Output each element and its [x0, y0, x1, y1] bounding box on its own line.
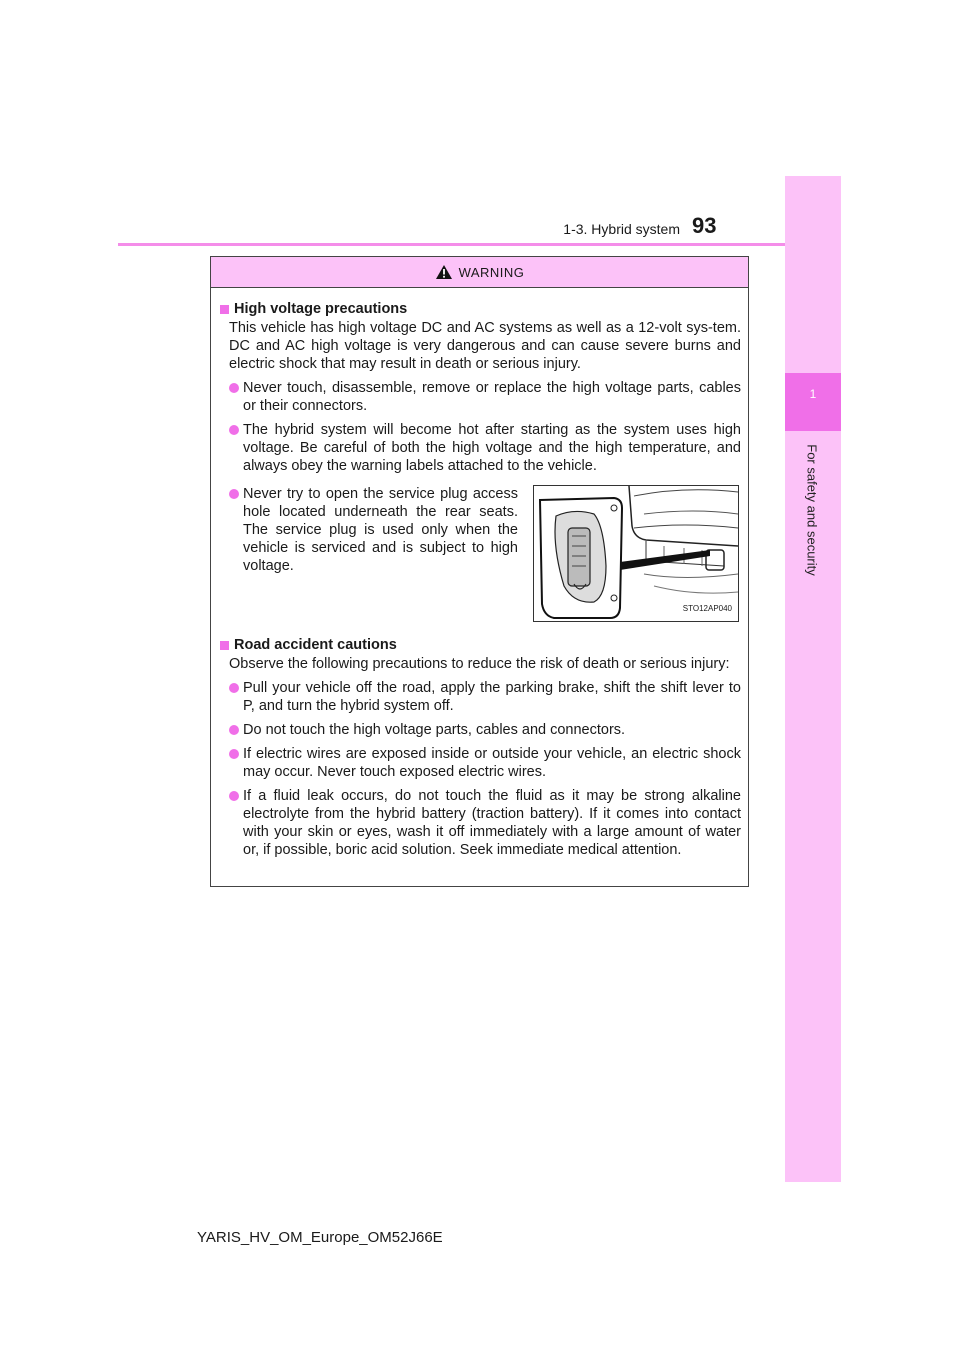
- list-item: [229, 421, 741, 475]
- header-rule: [118, 243, 785, 246]
- side-tab-active-chapter: [785, 373, 841, 431]
- side-tab-number: 1: [809, 387, 817, 401]
- list-item: [229, 679, 741, 715]
- section-title: [220, 636, 741, 654]
- circle-bullet-icon: [229, 383, 239, 393]
- circle-bullet-icon: [229, 683, 239, 693]
- warning-header: [211, 257, 748, 288]
- list-item-text: If electric wires are exposed inside or outside your vehicle, an electric shock may occur. Never touch exposed electric wires.: [243, 746, 741, 780]
- circle-bullet-icon: [229, 725, 239, 735]
- square-icon: [220, 641, 229, 650]
- list-item-text: Do not touch the high voltage parts, cables and connectors.: [243, 722, 626, 738]
- side-tab-label: For safety and security: [804, 444, 820, 576]
- side-tab-strip: [785, 176, 841, 1182]
- list-item: [229, 721, 741, 739]
- circle-bullet-icon: [229, 749, 239, 759]
- list-item: [229, 379, 741, 415]
- footer-doc-id: YARIS_HV_OM_Europe_OM52J66E: [197, 1229, 443, 1246]
- warning-triangle-icon: [435, 264, 453, 280]
- list-item: [229, 485, 518, 622]
- header-section-title: 1-3. Hybrid system: [563, 221, 680, 237]
- list-item-text: Pull your vehicle off the road, apply the parking brake, shift the shift lever to P, and turn the hybrid system off.: [243, 680, 741, 714]
- list-item: [229, 745, 741, 781]
- figure-row: [229, 485, 741, 622]
- section-paragraph: This vehicle has high voltage DC and AC systems as well as a 12-volt sys-tem. DC and AC high voltage is very dangerous and can cause severe burns and electric shock that may result in death or serious injury.: [229, 320, 741, 372]
- warning-heading: WARNING: [458, 264, 525, 280]
- section-title: [220, 300, 741, 318]
- section-paragraph: Observe the following precautions to reduce the risk of death or serious injury:: [229, 656, 730, 672]
- square-icon: [220, 305, 229, 314]
- circle-bullet-icon: [229, 489, 239, 499]
- list-item: [229, 787, 741, 859]
- service-plug-illustration: [533, 485, 739, 622]
- circle-bullet-icon: [229, 425, 239, 435]
- list-item-text: If a fluid leak occurs, do not touch the fluid as it may be strong alkaline electrolyte from the hybrid battery (traction battery). If it comes into contact with your skin or eyes, wash it off immediately with a large amount of water or, if possible, boric acid solution. Seek immediate medical attention.: [243, 788, 741, 858]
- warning-body: [211, 288, 748, 859]
- section-title-text: High voltage precautions: [234, 301, 408, 317]
- list-item-text: Never try to open the service plug access hole located underneath the rear seats. The service plug is used only when the vehicle is serviced and is subject to high voltage.: [243, 486, 518, 574]
- list-item-text: The hybrid system will become hot after starting as the system uses high voltage. Be careful of both the high voltage and the high temperature, and always obey the warning labels attached to the vehicle.: [243, 422, 741, 474]
- list-item-text: Never touch, disassemble, remove or replace the high voltage parts, cables or their connectors.: [243, 380, 741, 414]
- circle-bullet-icon: [229, 791, 239, 801]
- section-title-text: Road accident cautions: [234, 637, 397, 653]
- figure-code: STO12AP040: [682, 604, 732, 613]
- warning-box: [210, 256, 749, 887]
- page-number: 93: [692, 213, 717, 238]
